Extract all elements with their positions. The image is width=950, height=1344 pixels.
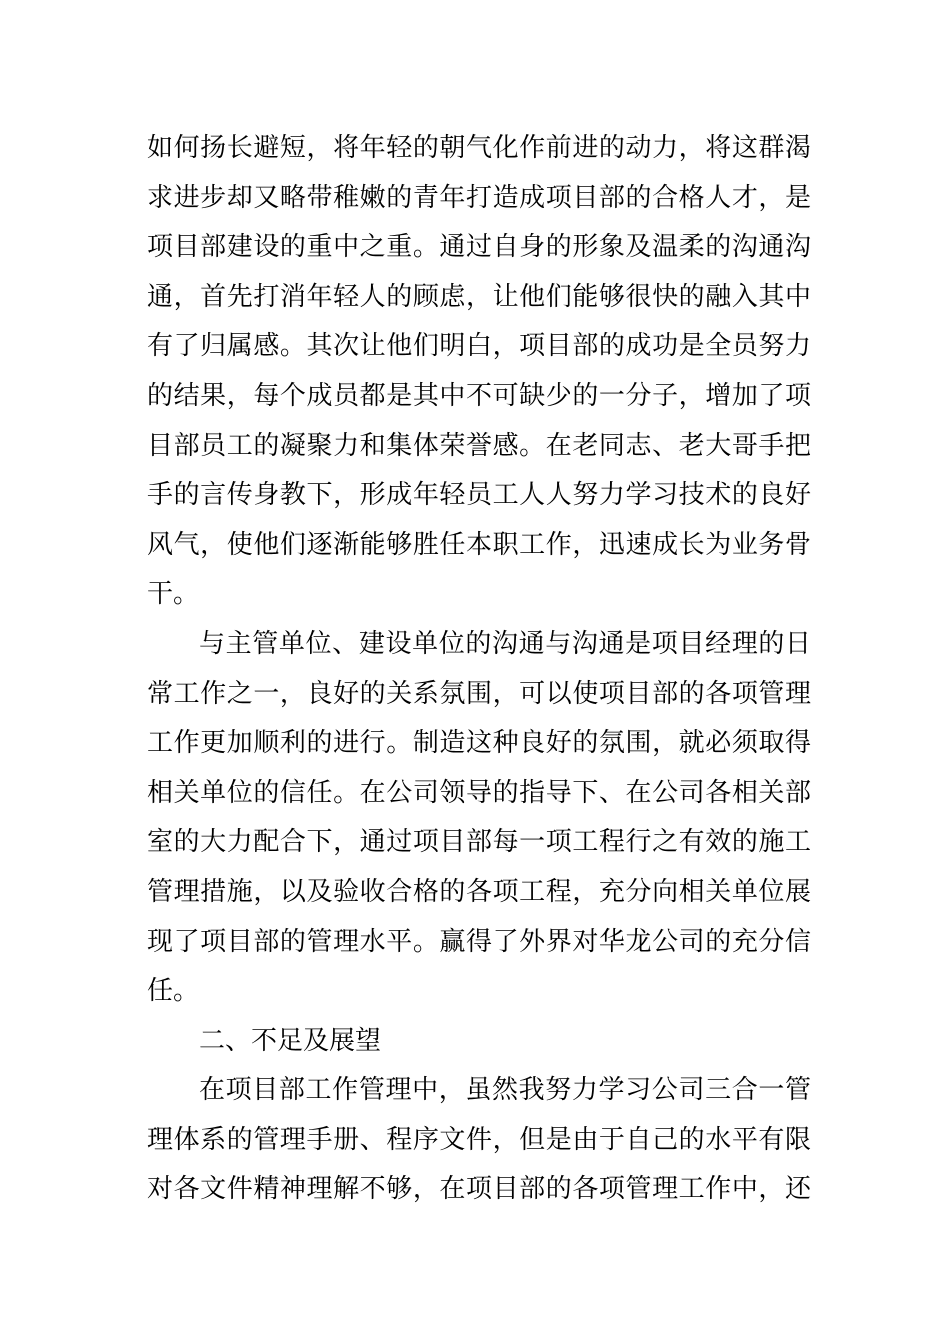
body-text	[147, 124, 811, 1215]
text-line: 目部员工的凝聚力和集体荣誉感。在老同志、老大哥手把	[147, 430, 811, 461]
text-line: 通，首先打消年轻人的顾虑，让他们能够很快的融入其中	[147, 281, 811, 312]
text-line: 对各文件精神理解不够，在项目部的各项管理工作中，还	[147, 1174, 811, 1205]
section-heading: 二、不足及展望	[199, 1025, 382, 1056]
text-line: 项目部建设的重中之重。通过自身的形象及温柔的沟通沟	[147, 232, 811, 263]
text-line: 理体系的管理手册、程序文件，但是由于自己的水平有限	[147, 1124, 811, 1155]
text-line: 的结果，每个成员都是其中不可缺少的一分子，增加了项	[147, 380, 811, 411]
text-line: 有了归属感。其次让他们明白，项目部的成功是全员努力	[147, 331, 811, 362]
text-line: 工作更加顺利的进行。制造这种良好的氛围，就必须取得	[147, 728, 811, 759]
text-line: 干。	[147, 579, 200, 610]
text-line: 如何扬长避短，将年轻的朝气化作前进的动力，将这群渴	[147, 133, 811, 163]
text-line: 风气，使他们逐渐能够胜任本职工作，迅速成长为业务骨	[147, 529, 811, 560]
text-line: 管理措施，以及验收合格的各项工程，充分向相关单位展	[147, 876, 811, 907]
text-line: 现了项目部的管理水平。赢得了外界对华龙公司的充分信	[147, 926, 811, 957]
paragraph-first-line: 与主管单位、建设单位的沟通与沟通是项目经理的日	[199, 628, 811, 659]
text-line: 任。	[147, 976, 200, 1007]
paragraph-first-line: 在项目部工作管理中，虽然我努力学习公司三合一管	[199, 1075, 811, 1106]
text-line: 求进步却又略带稚嫩的青年打造成项目部的合格人才，是	[147, 182, 811, 213]
text-line: 常工作之一，良好的关系氛围，可以使项目部的各项管理	[147, 678, 811, 709]
text-line: 相关单位的信任。在公司领导的指导下、在公司各相关部	[147, 777, 811, 808]
text-line: 室的大力配合下，通过项目部每一项工程行之有效的施工	[147, 827, 811, 858]
text-line: 手的言传身教下，形成年轻员工人人努力学习技术的良好	[147, 480, 811, 511]
